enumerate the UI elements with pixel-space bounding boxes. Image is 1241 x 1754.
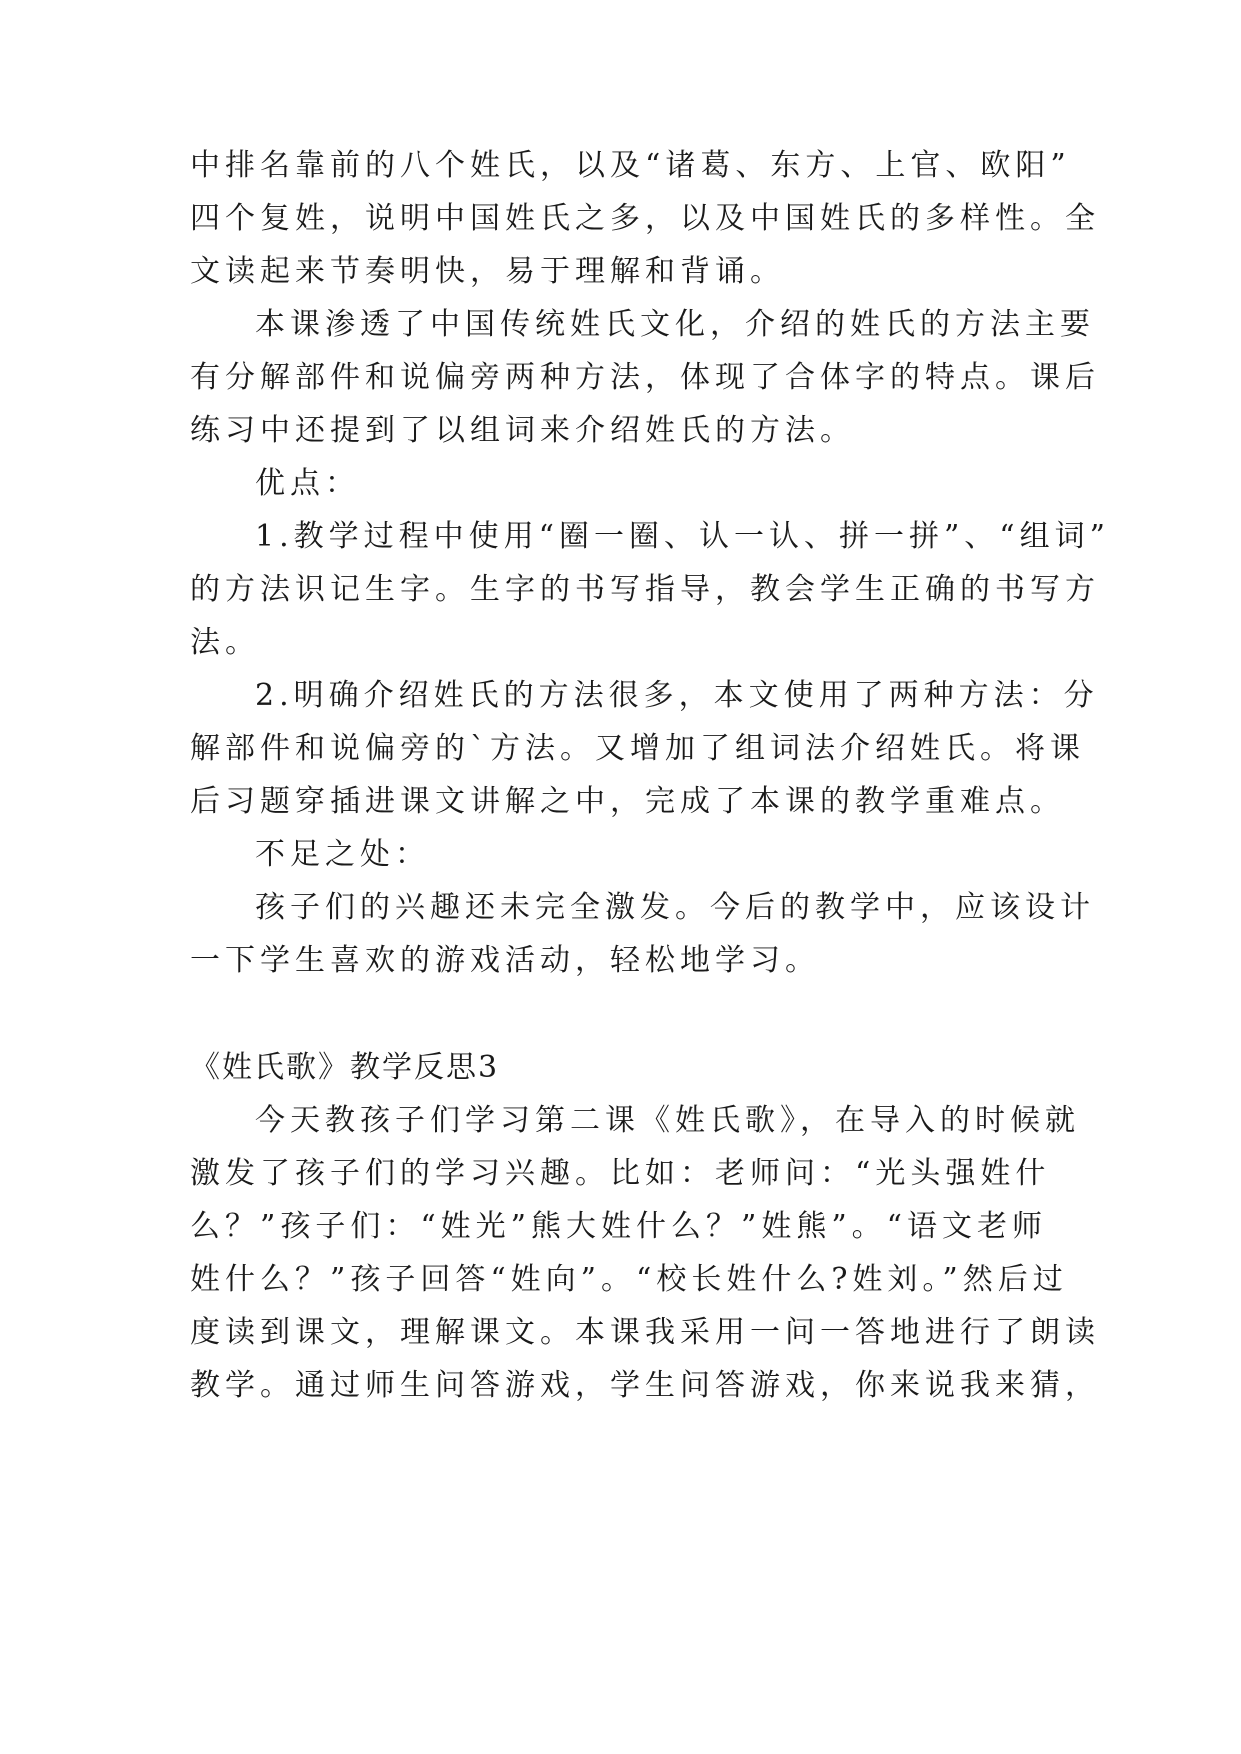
list-item-line: 2.明确介绍姓氏的方法很多，本文使用了两种方法：分 <box>255 678 1099 713</box>
paragraph-line: 本课渗透了中国传统姓氏文化，介绍的姓氏的方法主要 <box>255 307 1095 342</box>
paragraph-line: 度读到课文，理解课文。本课我采用一问一答地进行了朗读 <box>190 1315 1100 1350</box>
paragraph-line: 么？”孩子们：“姓光”熊大姓什么？”姓熊”。“语文老师 <box>190 1209 1048 1244</box>
section-heading: 《姓氏歌》教学反思3 <box>190 1050 500 1085</box>
list-item-line: 法。 <box>190 625 260 660</box>
list-item-line: 的方法识记生字。生字的书写指导，教会学生正确的书写方 <box>190 572 1100 607</box>
paragraph-line: 姓什么？”孩子回答“姓向”。“校长姓什么?姓刘。”然后过 <box>190 1262 1068 1297</box>
list-item-line: 后习题穿插进课文讲解之中，完成了本课的教学重难点。 <box>190 784 1065 819</box>
section-label-advantages: 优点： <box>255 466 360 501</box>
section-label-shortcomings: 不足之处： <box>255 837 430 872</box>
paragraph-line: 一下学生喜欢的游戏活动，轻松地学习。 <box>190 943 820 978</box>
paragraph-line: 中排名靠前的八个姓氏，以及“诸葛、东方、上官、欧阳” <box>190 148 1071 183</box>
paragraph-line: 四个复姓，说明中国姓氏之多，以及中国姓氏的多样性。全 <box>190 201 1100 236</box>
paragraph-line: 练习中还提到了以组词来介绍姓氏的方法。 <box>190 413 855 448</box>
paragraph-line: 文读起来节奏明快，易于理解和背诵。 <box>190 254 785 289</box>
paragraph-line: 有分解部件和说偏旁两种方法，体现了合体字的特点。课后 <box>190 360 1100 395</box>
paragraph-line: 激发了孩子们的学习兴趣。比如：老师问：“光头强姓什 <box>190 1156 1051 1191</box>
paragraph-line: 孩子们的兴趣还未完全激发。今后的教学中，应该设计 <box>255 890 1095 925</box>
paragraph-line: 今天教孩子们学习第二课《姓氏歌》，在导入的时候就 <box>255 1103 1080 1138</box>
list-item-line: 1.教学过程中使用“圈一圈、认一认、拼一拼”、“组词” <box>255 519 1110 554</box>
list-item-line: 解部件和说偏旁的`方法。又增加了组词法介绍姓氏。将课 <box>190 731 1085 766</box>
paragraph-line: 教学。通过师生问答游戏，学生问答游戏，你来说我来猜， <box>190 1368 1100 1403</box>
